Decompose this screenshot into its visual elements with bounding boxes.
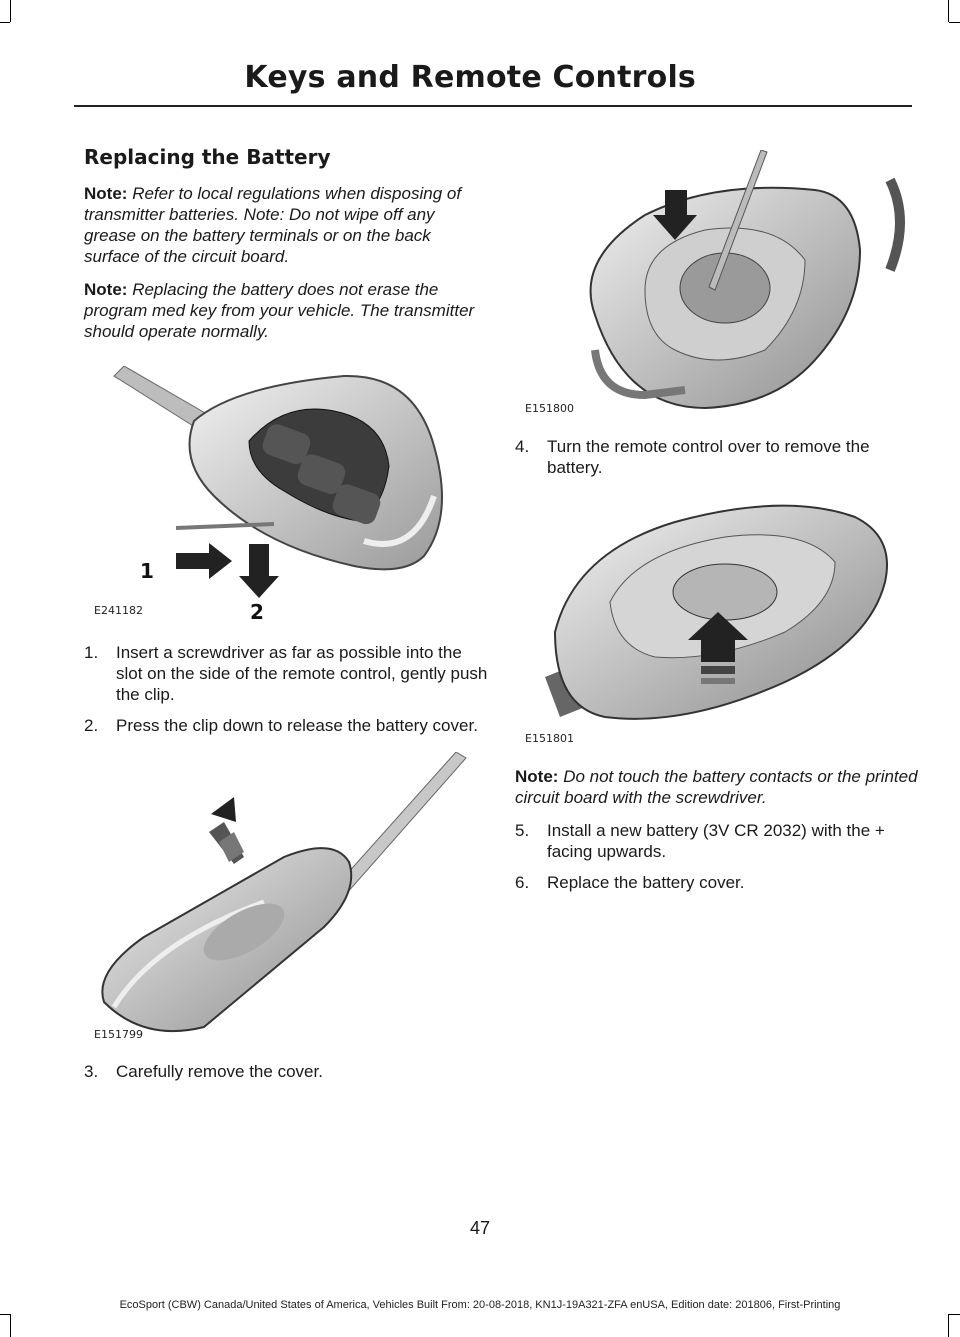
note-text: Do not touch the battery contacts or the printed circuit board with the screwdriver. xyxy=(515,767,918,807)
open-case-illustration xyxy=(515,150,910,420)
step-number: 6. xyxy=(515,873,530,892)
step-item xyxy=(84,642,489,705)
step-number: 2. xyxy=(84,716,99,735)
note-text: Refer to local regulations when disposing of transmitter batteries. Note: Do not wipe off any grease on the battery terminals or on the back surface of the circuit board. xyxy=(84,184,462,266)
note-paragraph xyxy=(84,183,489,267)
steps-list xyxy=(84,1061,489,1082)
crop-mark xyxy=(948,0,949,22)
header-rule xyxy=(74,105,912,107)
figure-open-case xyxy=(515,150,920,420)
step-text: Press the clip down to release the battery cover. xyxy=(116,716,478,735)
figure-remove-battery xyxy=(515,492,920,748)
right-column xyxy=(515,150,920,905)
section-heading: Replacing the Battery xyxy=(84,145,331,169)
callout-1: 1 xyxy=(140,559,154,583)
note-label: Note: xyxy=(84,280,128,299)
crop-mark xyxy=(10,0,11,22)
crop-mark xyxy=(948,1314,949,1337)
step-text: Carefully remove the cover. xyxy=(116,1062,323,1081)
step-number: 4. xyxy=(515,437,530,456)
figure-code: E151799 xyxy=(94,1028,143,1041)
step-text: Replace the battery cover. xyxy=(547,873,745,892)
callout-2: 2 xyxy=(250,600,264,624)
note-label: Note: xyxy=(84,184,128,203)
steps-list xyxy=(515,436,920,478)
page-number: 47 xyxy=(469,1218,491,1238)
crop-mark xyxy=(10,1314,11,1337)
left-column xyxy=(84,145,489,1094)
crop-mark xyxy=(949,1314,960,1315)
crop-mark xyxy=(0,22,10,23)
note-paragraph xyxy=(84,279,489,342)
figure-code: E151800 xyxy=(525,402,574,415)
step-number: 3. xyxy=(84,1062,99,1081)
steps-list xyxy=(515,820,920,893)
key-fob-illustration xyxy=(84,366,474,628)
steps-list xyxy=(84,642,489,736)
figure-release-cover xyxy=(84,752,489,1047)
step-item xyxy=(84,715,489,736)
step-number: 1. xyxy=(84,643,99,662)
step-text: Install a new battery (3V CR 2032) with the + facing upwards. xyxy=(547,821,885,861)
step-text: Insert a screwdriver as far as possible into the slot on the side of the remote control, gently push the clip. xyxy=(116,643,488,704)
note-text: Replacing the battery does not erase the program med key from your vehicle. The transmitter should operate normally. xyxy=(84,280,475,341)
step-number: 5. xyxy=(515,821,530,840)
figure-key-clip xyxy=(84,366,489,628)
figure-code: E241182 xyxy=(94,604,143,617)
step-item xyxy=(84,1061,489,1082)
crop-mark xyxy=(0,1314,10,1315)
step-item xyxy=(515,872,920,893)
remove-battery-illustration xyxy=(515,492,910,748)
note-label: Note: xyxy=(515,767,559,786)
crop-mark xyxy=(949,22,960,23)
step-item xyxy=(515,436,920,478)
page-header-title: Keys and Remote Controls xyxy=(244,60,696,95)
figure-code: E151801 xyxy=(525,732,574,745)
note-paragraph xyxy=(515,766,920,808)
key-cover-illustration xyxy=(84,752,474,1047)
page-footer: EcoSport (CBW) Canada/United States of America, Vehicles Built From: 20-08-2018, KN1J-19A321-ZFA enUSA, Edition date: 201806, First-Printing xyxy=(119,1299,841,1311)
step-item xyxy=(515,820,920,862)
step-text: Turn the remote control over to remove the battery. xyxy=(547,437,870,477)
